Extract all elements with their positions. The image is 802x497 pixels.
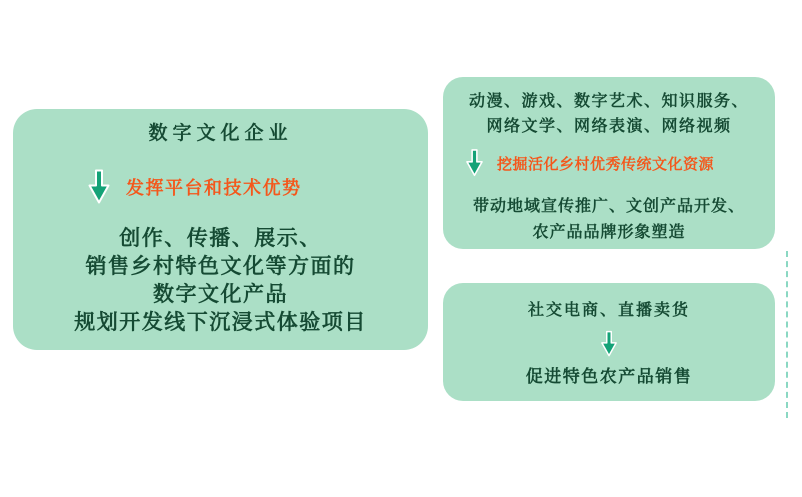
digital-content-box: [443, 77, 775, 249]
down-arrow-icon: [87, 168, 111, 206]
right-top-intro-line: 网络文学、网络表演、网络视频: [486, 118, 732, 135]
right-top-result-line: 农产品品牌形象塑造: [532, 224, 686, 241]
left-process-row: [87, 167, 302, 207]
left-body-line: 销售乡村特色文化等方面的: [85, 255, 356, 278]
left-body-line: 规划开发线下沉浸式体验项目: [74, 311, 367, 334]
left-body-line: 创作、传播、展示、: [119, 227, 322, 250]
right-top-result-line: 带动地域宣传推广、文创产品开发、: [472, 198, 745, 215]
right-top-intro: [443, 89, 775, 139]
ecommerce-result-label: 促进特色农产品销售: [525, 367, 693, 386]
digital-culture-enterprise-box: [13, 109, 428, 350]
ecommerce-box: [443, 283, 775, 401]
right-top-process-label: 挖掘活化乡村优秀传统文化资源: [497, 155, 715, 173]
ecommerce-source-label: 社交电商、直播卖货: [527, 302, 690, 319]
left-box-title: 数字文化企业: [148, 123, 293, 144]
down-arrow-icon: [600, 330, 618, 358]
left-body-line: 数字文化产品: [153, 283, 288, 306]
left-process-label: 发挥平台和技术优势: [126, 178, 302, 198]
right-top-intro-line: 动漫、游戏、数字艺术、知识服务、: [468, 93, 749, 110]
left-box-body: [13, 225, 428, 337]
right-dashed-divider: [786, 251, 788, 418]
down-arrow-icon: [465, 148, 484, 178]
right-top-process-row: [465, 148, 714, 178]
right-top-result: [443, 194, 775, 246]
